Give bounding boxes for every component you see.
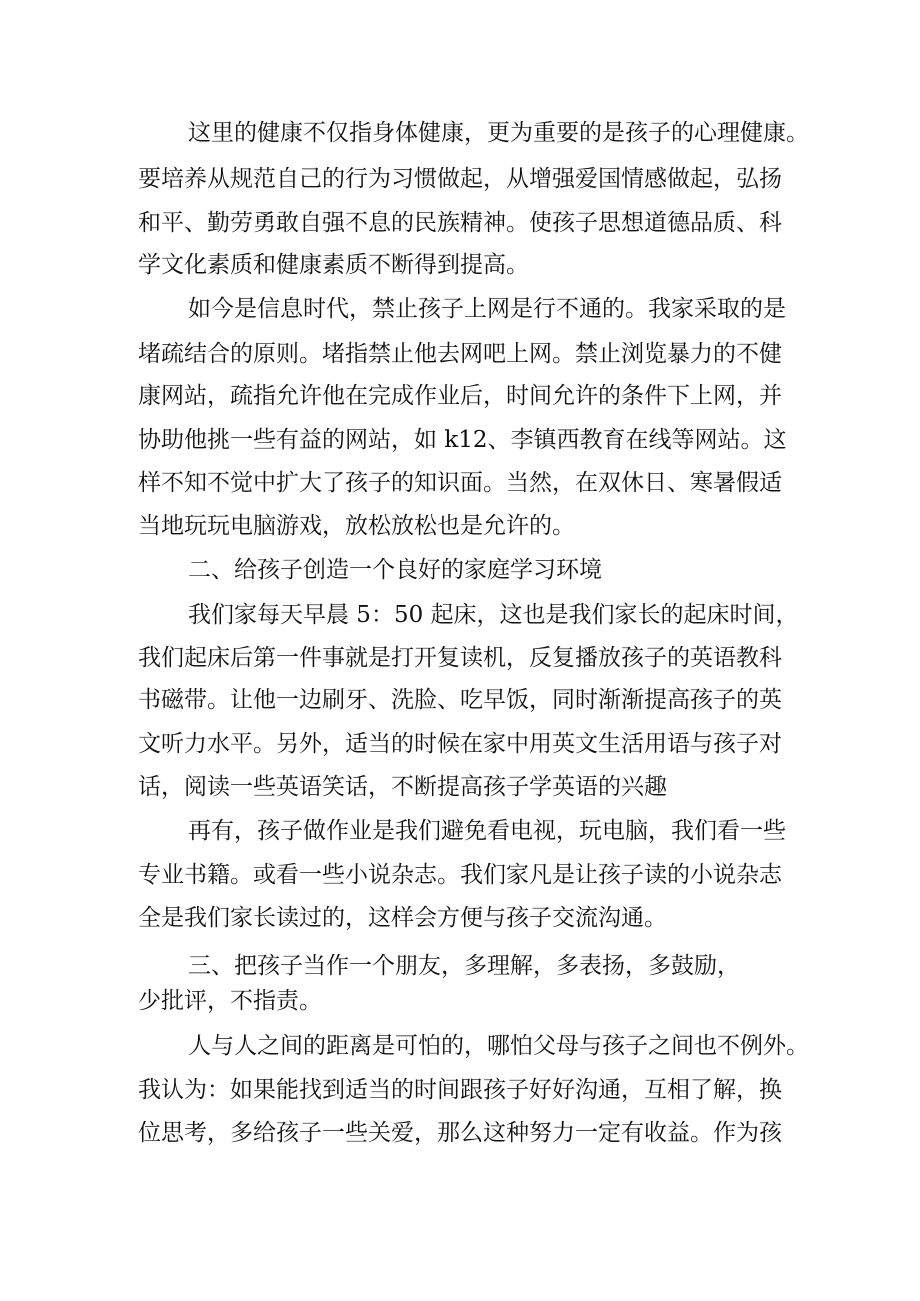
text-line: 书磁带。让他一边刷牙、洗脸、吃早饭，同时渐渐提高孩子的英 (138, 687, 782, 713)
text-line: 全是我们家长读过的，这样会方便与孩子交流沟通。 (138, 905, 667, 931)
text-line: 再有，孩子做作业是我们避免看电视，玩电脑，我们看一些 (188, 818, 786, 844)
text-line: 话，阅读一些英语笑话，不断提高孩子学英语的兴趣 (138, 774, 667, 800)
text-line: 我们起床后第一件事就是打开复读机，反复播放孩子的英语教科 (138, 645, 782, 671)
text-line: 当地玩玩电脑游戏，放松放松也是允许的。 (138, 513, 575, 539)
text-line: 文听力水平。另外，适当的时候在家中用英文生活用语与孩子对 (138, 731, 782, 757)
text-line: 和平、勤劳勇敢自强不息的民族精神。使孩子思想道德品质、科 (138, 210, 782, 236)
text-line: 我们家每天早晨 5：50 起床，这也是我们家长的起床时间， (188, 602, 799, 628)
text-line: 如今是信息时代，禁止孩子上网是行不通的。我家采取的是 (188, 296, 786, 322)
text-line: 人与人之间的距离是可怕的，哪怕父母与孩子之间也不例外。 (188, 1033, 809, 1059)
section-heading: 三、把孩子当作一个朋友，多理解，多表扬，多鼓励， (188, 953, 740, 979)
text-line: 学文化素质和健康素质不断得到提高。 (138, 252, 529, 278)
text-line: 这里的健康不仅指身体健康，更为重要的是孩子的心理健康。 (188, 120, 809, 146)
text-line: 位思考，多给孩子一些关爱，那么这种努力一定有收益。作为孩 (138, 1120, 782, 1146)
text-line: 要培养从规范自己的行为习惯做起，从增强爱国情感做起，弘扬 (138, 166, 782, 192)
text-line: 康网站，疏指允许他在完成作业后，时间允许的条件下上网，并 (138, 383, 782, 409)
text-line: 专业书籍。或看一些小说杂志。我们家凡是让孩子读的小说杂志 (138, 862, 782, 888)
text-line: 堵疏结合的原则。堵指禁止他去网吧上网。禁止浏览暴力的不健 (138, 341, 782, 367)
section-heading: 二、给孩子创造一个良好的家庭学习环境 (188, 557, 602, 583)
text-line: 协助他挑一些有益的网站，如 k12、李镇西教育在线等网站。这 (138, 427, 787, 453)
section-heading: 少批评，不指责。 (138, 988, 322, 1014)
text-line: 我认为：如果能找到适当的时间跟孩子好好沟通，互相了解，换 (138, 1077, 782, 1103)
text-line: 样不知不觉中扩大了孩子的知识面。当然，在双休日、寒暑假适 (138, 470, 782, 496)
